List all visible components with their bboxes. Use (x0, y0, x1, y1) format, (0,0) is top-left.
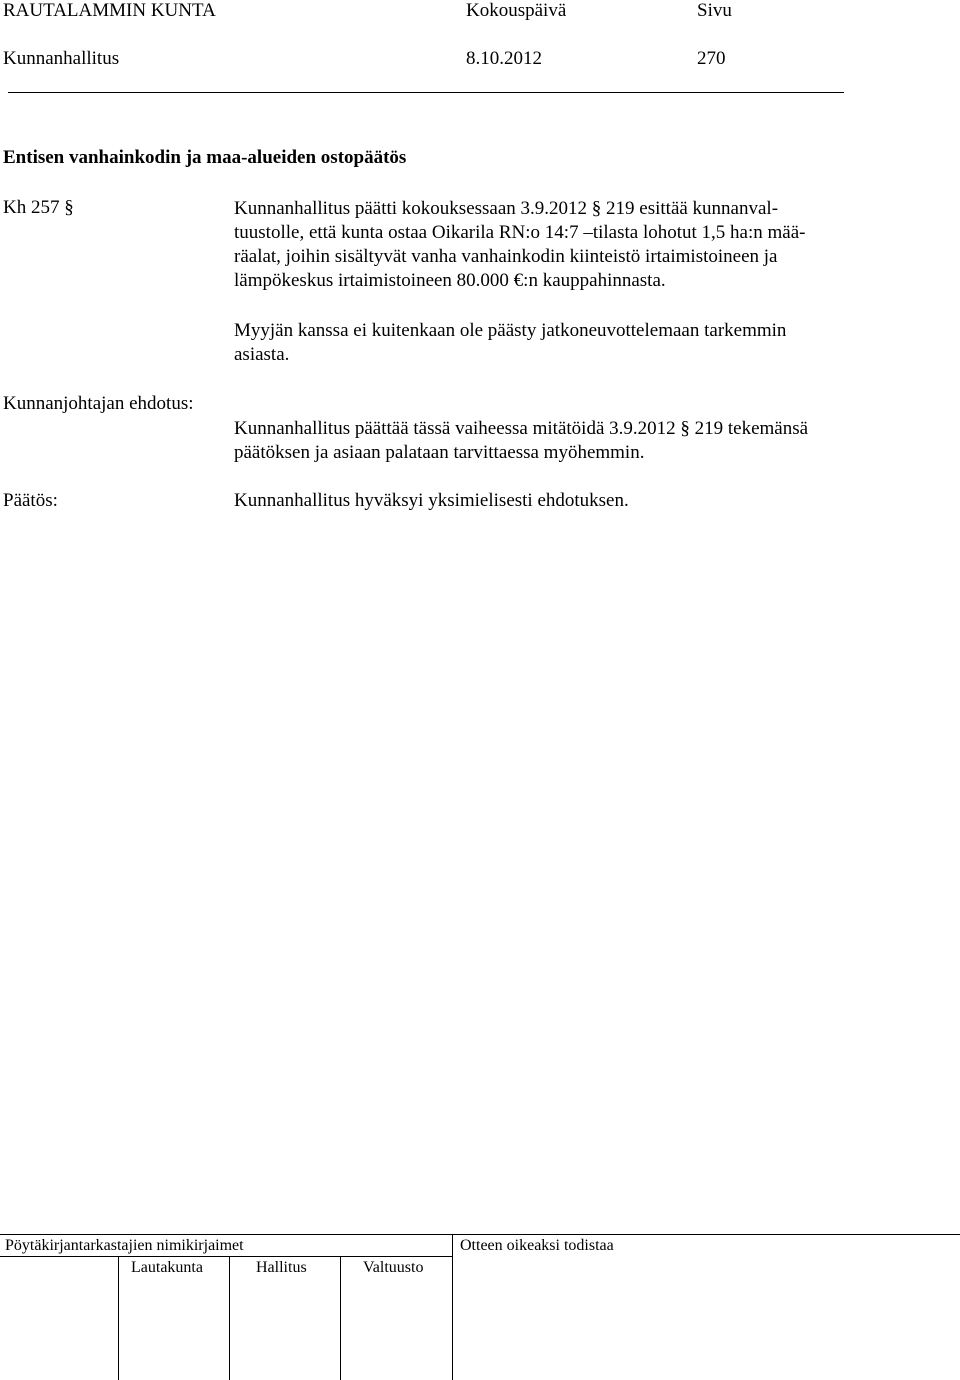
footer-col-divider (118, 1256, 119, 1380)
page-label: Sivu (697, 0, 732, 21)
decision-text: Kunnanhallitus hyväksyi yksimielisesti ehdotuksen. (234, 490, 629, 511)
header-divider (8, 92, 844, 93)
proposal-line: Kunnanhallitus päättää tässä vaiheessa mitätöidä 3.9.2012 § 219 tekemänsä (234, 418, 809, 439)
footer-col-divider (340, 1256, 341, 1380)
page-number: 270 (697, 48, 726, 69)
paragraph-2-line: Myyjän kanssa ei kuitenkaan ole päästy jatkoneuvottelemaan tarkemmin (234, 320, 787, 341)
paragraph-1-line: tuustolle, että kunta ostaa Oikarila RN:o 14:7 –tilasta lohotut 1,5 ha:n mää- (234, 222, 806, 243)
item-title: Entisen vanhainkodin ja maa-alueiden ostopäätös (3, 147, 407, 168)
proposal-text (234, 417, 854, 465)
proposal-line: päätöksen ja asiaan palataan tarvittaessa myöhemmin. (234, 442, 645, 463)
footer-column-lautakunta: Lautakunta (131, 1259, 203, 1276)
decision-label: Päätös: (3, 490, 58, 511)
paragraph-2-line: asiasta. (234, 344, 290, 365)
footer-divider (452, 1234, 453, 1380)
inspectors-label: Pöytäkirjantarkastajien nimikirjaimet (5, 1237, 244, 1254)
paragraph-1-line: räalat, joihin sisältyvät vanha vanhainkodin kiinteistö irtaimistoineen ja (234, 246, 778, 267)
footer-top-border (0, 1234, 960, 1235)
footer-column-hallitus: Hallitus (256, 1259, 307, 1276)
meeting-date-label: Kokouspäivä (466, 0, 567, 21)
paragraph-1-line: Kunnanhallitus päätti kokouksessaan 3.9.2012 § 219 esittää kunnanval- (234, 198, 779, 219)
meeting-date: 8.10.2012 (466, 48, 542, 69)
paragraph-1 (234, 197, 854, 293)
footer-inner-border (0, 1256, 452, 1257)
paragraph-2 (234, 319, 854, 367)
section-label: Kh 257 § (3, 197, 74, 218)
proposal-label: Kunnanjohtajan ehdotus: (3, 393, 194, 414)
certified-label: Otteen oikeaksi todistaa (460, 1237, 614, 1254)
body-name: Kunnanhallitus (3, 48, 120, 69)
municipality-name: RAUTALAMMIN KUNTA (3, 0, 216, 21)
footer-column-valtuusto: Valtuusto (363, 1259, 424, 1276)
paragraph-1-line: lämpökeskus irtaimistoineen 80.000 €:n kauppahinnasta. (234, 270, 666, 291)
footer-col-divider (229, 1256, 230, 1380)
